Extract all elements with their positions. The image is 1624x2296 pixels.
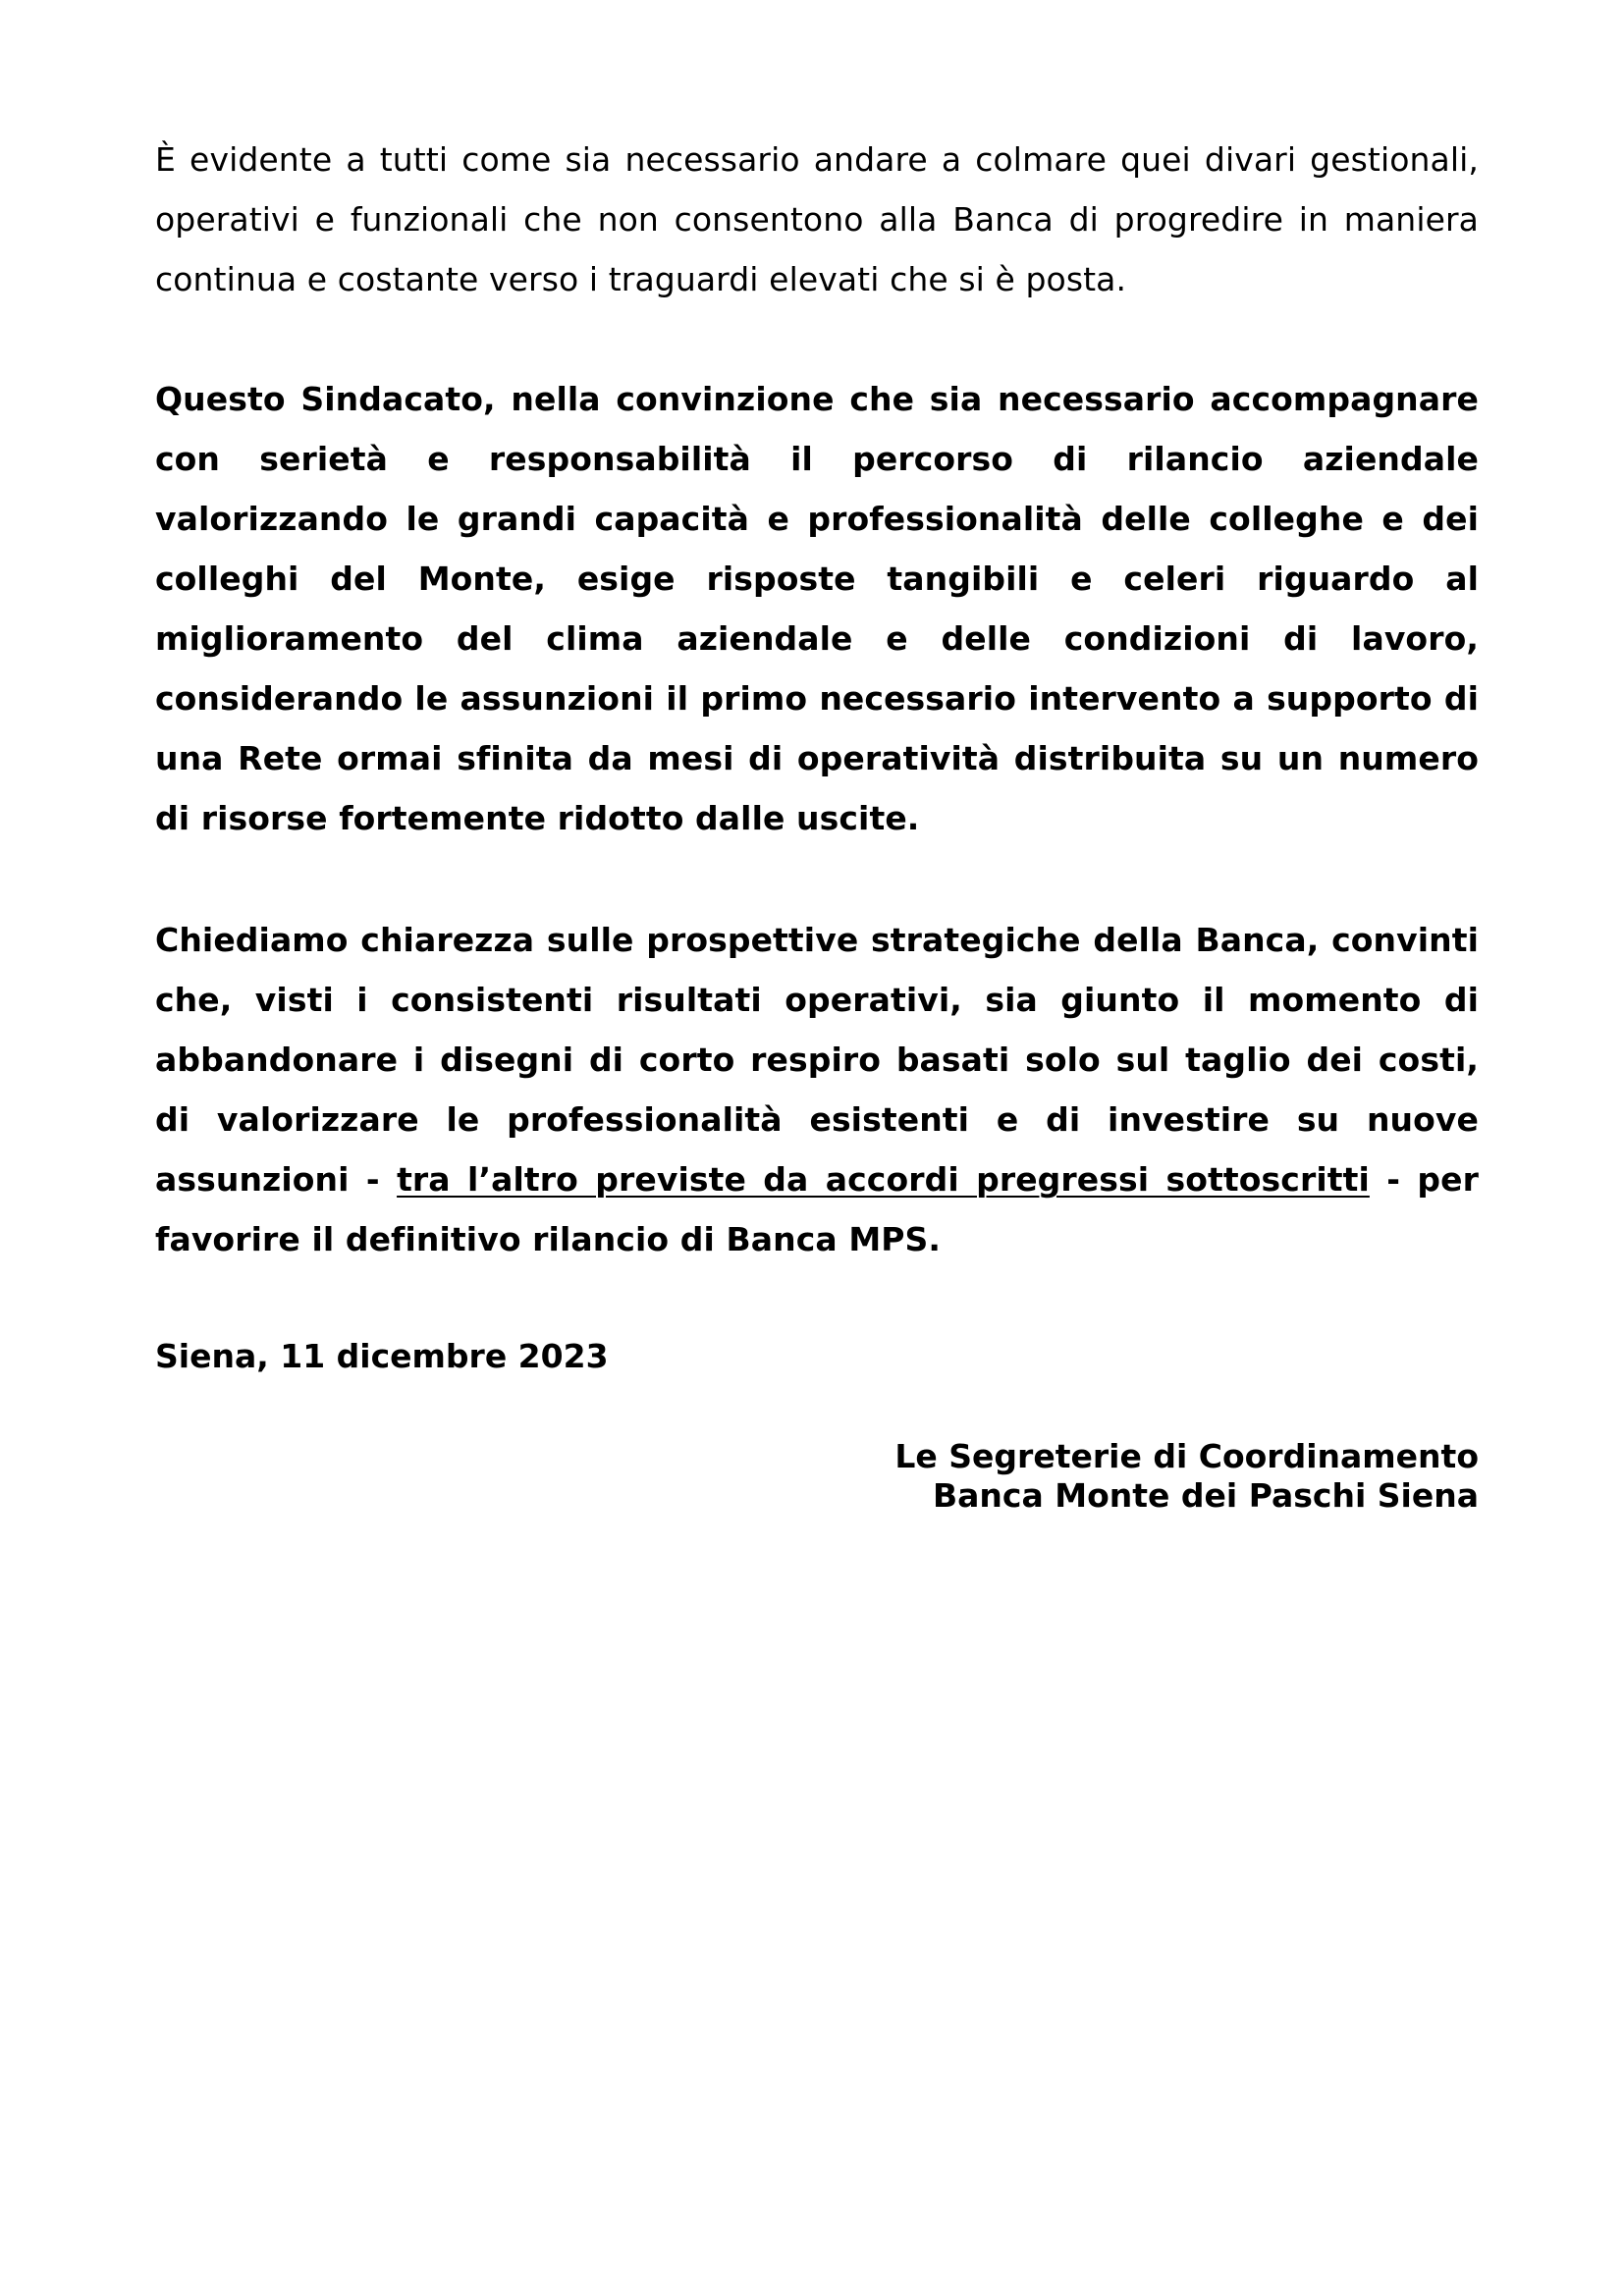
place-and-date: Siena, 11 dicembre 2023 — [155, 1337, 609, 1375]
signature-block — [155, 1437, 1479, 1516]
paragraph-requests-text-end: - per favorire il definitivo rilancio di Banca MPS. — [155, 1160, 1479, 1258]
signature-line-2: Banca Monte dei Paschi Siena — [933, 1476, 1479, 1515]
signature-line-1: Le Segreterie di Coordinamento — [894, 1437, 1479, 1475]
paragraph-spacer — [155, 1269, 1479, 1326]
paragraph-requests-underlined-text: tra l’altro previste da accordi pregressi sottoscritti — [397, 1160, 1370, 1199]
paragraph-requests — [155, 910, 1479, 1269]
paragraph-intro: È evidente a tutti come sia necessario andare a colmare quei divari gestionali, operativi e funzionali che non consentono alla Banca di progredire in maniera continua e costante verso i traguardi elevati che si è posta. — [155, 140, 1479, 298]
paragraph-spacer — [155, 309, 1479, 369]
paragraph-requests-text-start: Chiediamo chiarezza sulle prospettive strategiche della Banca, convinti che, visti i consistenti risultati operativi, sia giunto il momento di abbandonare i disegni di corto respiro basati solo sul taglio dei costi, di valorizzare le professionalità esistenti e di investire su nuove assunzioni - — [155, 921, 1479, 1199]
paragraph-spacer — [155, 848, 1479, 910]
paragraph-union-position: Questo Sindacato, nella convinzione che sia necessario accompagnare con serietà e responsabilità il percorso di rilancio aziendale valorizzando le grandi capacità e professionalità delle colleghe e dei colleghi del Monte, esige risposte tangibili e celeri riguardo al miglioramento del clima aziendale e delle condizioni di lavoro, considerando le assunzioni il primo necessario intervento a supporto di una Rete ormai sfinita da mesi di operatività distribuita su un numero di risorse fortemente ridotto dalle uscite. — [155, 380, 1479, 837]
paragraph-spacer — [155, 1386, 1479, 1437]
document-body — [155, 130, 1479, 1516]
